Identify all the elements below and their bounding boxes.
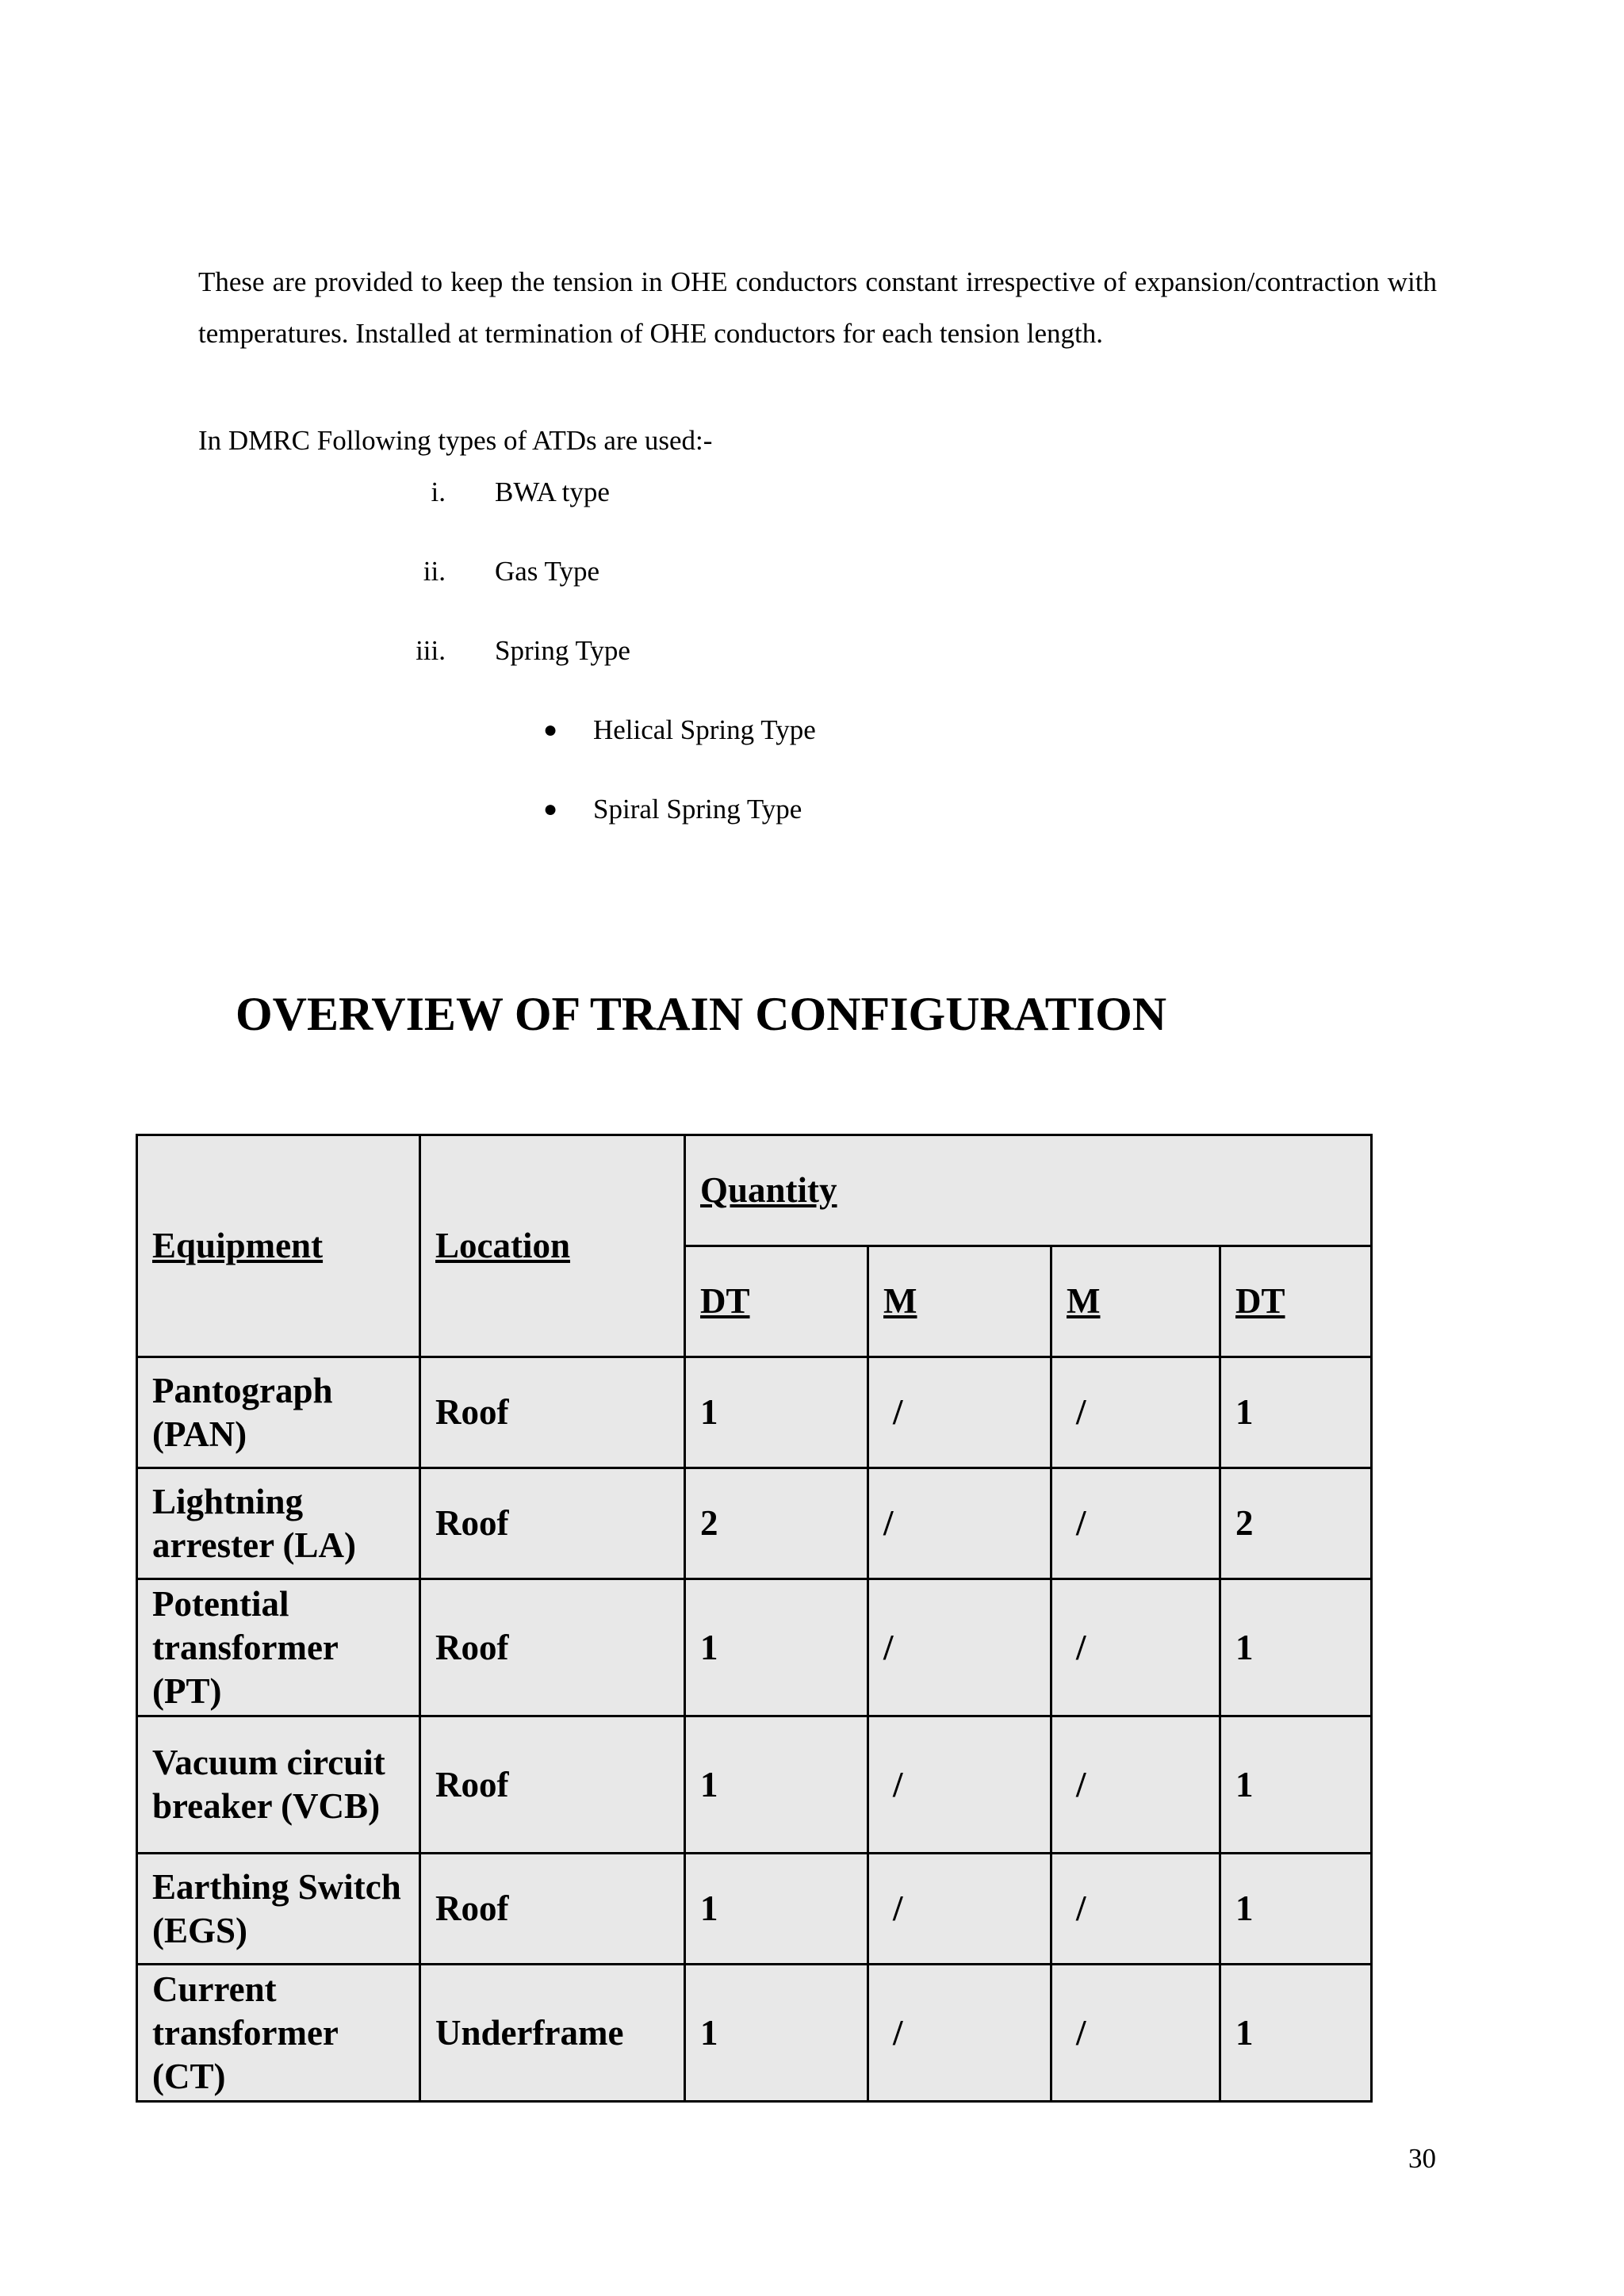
list-item-label: BWA type (495, 476, 610, 507)
list-item-label: Spiral Spring Type (593, 794, 802, 825)
cell-qty: / (1051, 1468, 1220, 1579)
cell-qty: 1 (1220, 1357, 1372, 1468)
list-item-label: Spring Type (495, 635, 630, 666)
header-location: Location (420, 1135, 685, 1357)
cell-qty: / (868, 1579, 1051, 1716)
cell-equipment: Earthing Switch (EGS) (137, 1854, 420, 1965)
cell-qty: / (868, 1854, 1051, 1965)
cell-qty: / (1051, 1579, 1220, 1716)
cell-qty: / (1051, 1716, 1220, 1854)
cell-qty: / (1051, 1965, 1220, 2102)
cell-location: Underframe (420, 1965, 685, 2102)
table-header-row (137, 1135, 1372, 1246)
table-row (137, 1716, 1372, 1854)
bullet-icon: ● (543, 796, 558, 822)
cell-equipment: Lightning arrester (LA) (137, 1468, 420, 1579)
table-row (137, 1579, 1372, 1716)
table-row (137, 1965, 1372, 2102)
list-item-label: Helical Spring Type (593, 714, 816, 745)
table-row (137, 1357, 1372, 1468)
cell-location: Roof (420, 1579, 685, 1716)
cell-qty: / (1051, 1357, 1220, 1468)
cell-equipment: Vacuum circuit breaker (VCB) (137, 1716, 420, 1854)
cell-qty: 1 (685, 1357, 868, 1468)
cell-qty: 2 (685, 1468, 868, 1579)
cell-equipment: Pantograph (PAN) (137, 1357, 420, 1468)
header-equipment: Equipment (137, 1135, 420, 1357)
cell-qty: / (868, 1357, 1051, 1468)
cell-qty: 1 (685, 1716, 868, 1854)
header-car-m: M (868, 1246, 1051, 1357)
header-car-dt: DT (685, 1246, 868, 1357)
cell-qty: 1 (685, 1965, 868, 2102)
cell-location: Roof (420, 1716, 685, 1854)
atd-types-intro: In DMRC Following types of ATDs are used:- (198, 425, 713, 456)
cell-qty: / (868, 1965, 1051, 2102)
cell-qty: 1 (1220, 1854, 1372, 1965)
header-car-m: M (1051, 1246, 1220, 1357)
cell-location: Roof (420, 1468, 685, 1579)
cell-equipment: Potential transformer (PT) (137, 1579, 420, 1716)
bullet-icon: ● (543, 717, 558, 743)
header-car-dt: DT (1220, 1246, 1372, 1357)
train-configuration-table (136, 1134, 1373, 2103)
cell-location: Roof (420, 1357, 685, 1468)
cell-qty: / (868, 1716, 1051, 1854)
cell-location: Roof (420, 1854, 685, 1965)
cell-qty: 2 (1220, 1468, 1372, 1579)
cell-qty: 1 (685, 1579, 868, 1716)
cell-qty: 1 (1220, 1716, 1372, 1854)
cell-equipment: Current transformer (CT) (137, 1965, 420, 2102)
list-item-number: i. (431, 476, 446, 507)
cell-qty: / (1051, 1854, 1220, 1965)
table-row (137, 1854, 1372, 1965)
list-item-label: Gas Type (495, 556, 600, 587)
page-number: 30 (1408, 2143, 1436, 2174)
cell-qty: 1 (1220, 1965, 1372, 2102)
table-row (137, 1468, 1372, 1579)
cell-qty: 1 (1220, 1579, 1372, 1716)
cell-qty: 1 (685, 1854, 868, 1965)
atd-description-paragraph: These are provided to keep the tension in OHE conductors constant irrespective of expansion/contraction with temperatures. Installed at termination of OHE conductors for each tension length. (198, 266, 1437, 349)
section-title: OVERVIEW OF TRAIN CONFIGURATION (236, 988, 1167, 1040)
header-quantity: Quantity (685, 1135, 1372, 1246)
cell-qty: / (868, 1468, 1051, 1579)
list-item-number: ii. (423, 556, 446, 587)
list-item-number: iii. (416, 635, 446, 666)
